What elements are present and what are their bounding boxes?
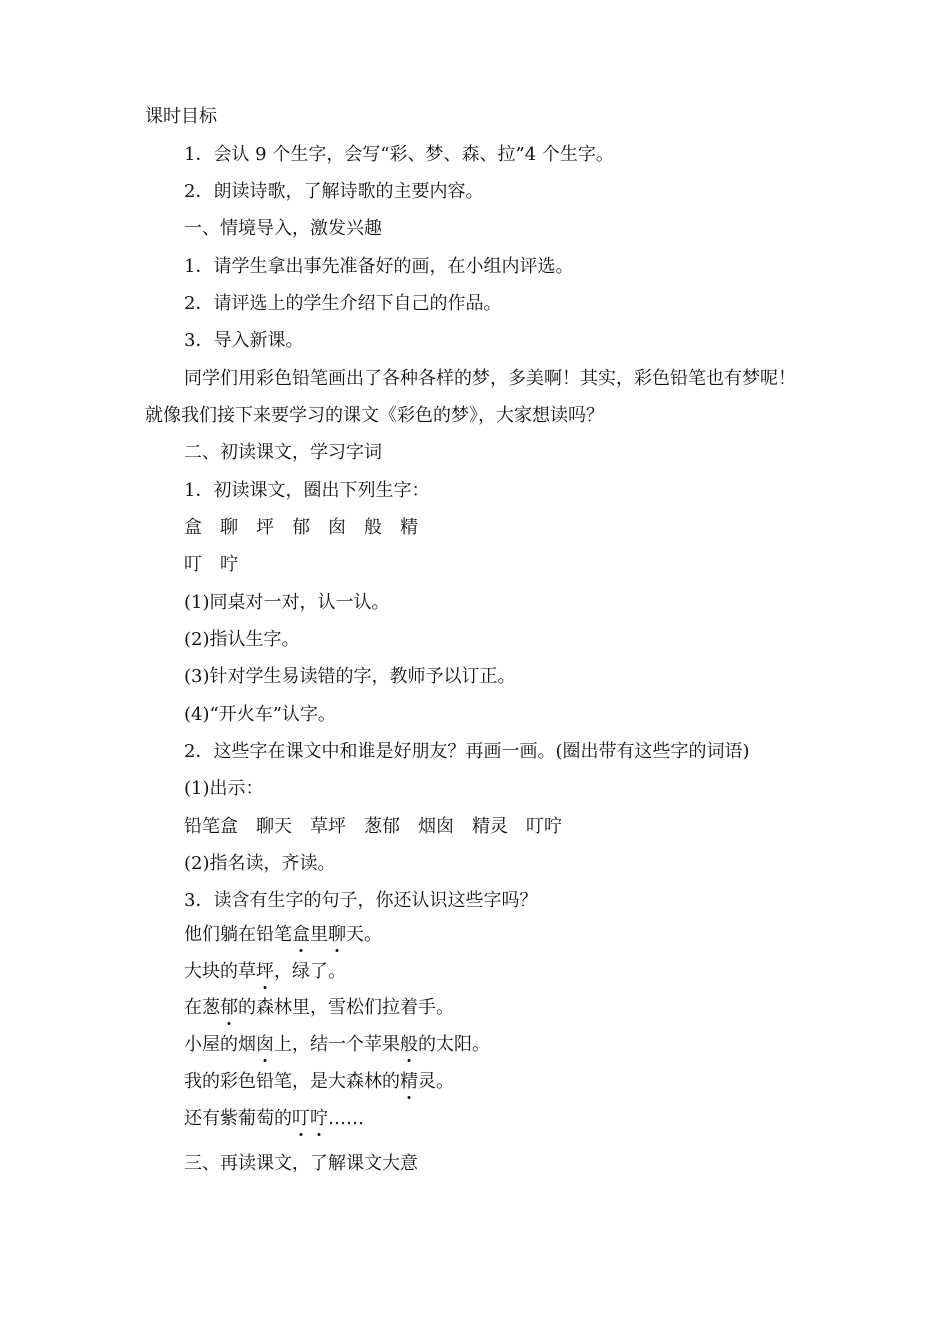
step-2-2: 2．这些字在课文中和谁是好朋友？再画一画。(圈出带有这些字的词语) <box>184 741 750 762</box>
step-1-3: 3．导入新课。 <box>184 330 304 351</box>
new-characters-row-1: 盒 聊 坪 郁 囱 般 精 <box>184 517 418 538</box>
intro-paragraph-line-1: 同学们用彩色铅笔画出了各种各样的梦，多美啊！其实，彩色铅笔也有梦呢！ <box>184 368 796 389</box>
sentence-2: 大块的草坪，绿了。 <box>184 961 346 982</box>
substep-2: (2)指认生字。 <box>184 629 300 650</box>
dotted-character: 囱 <box>256 1034 274 1055</box>
step-2-1: 1．初读课文，圈出下列生字： <box>184 480 430 501</box>
new-characters-row-2: 叮 咛 <box>184 554 238 575</box>
dotted-character: 聊 <box>328 924 346 945</box>
dotted-character: 般 <box>400 1034 418 1055</box>
section-title: 课时目标 <box>145 106 217 127</box>
goal-1: 1．会认 9 个生字，会写“彩、梦、森、拉”4 个生字。 <box>184 144 614 165</box>
dotted-character: 坪 <box>256 961 274 982</box>
sentence-6: 还有紫葡萄的叮咛…… <box>184 1108 364 1129</box>
dotted-character: 精 <box>400 1071 418 1092</box>
substep-3: (3)针对学生易读错的字，教师予以订正。 <box>184 666 516 687</box>
substep-1: (1)同桌对一对，认一认。 <box>184 592 390 613</box>
dotted-character: 盒 <box>292 924 310 945</box>
heading-3: 三、再读课文，了解课文大意 <box>184 1153 418 1174</box>
heading-1: 一、情境导入，激发兴趣 <box>184 218 382 239</box>
sentence-3: 在葱郁的森林里，雪松们拉着手。 <box>184 997 454 1018</box>
substep-read: (2)指名读，齐读。 <box>184 853 336 874</box>
sentence-5: 我的彩色铅笔，是大森林的精灵。 <box>184 1071 454 1092</box>
step-1-1: 1．请学生拿出事先准备好的画，在小组内评选。 <box>184 256 574 277</box>
dotted-character: 咛 <box>310 1108 328 1129</box>
substep-show: (1)出示： <box>184 778 264 799</box>
heading-2: 二、初读课文，学习字词 <box>184 442 382 463</box>
goal-2: 2．朗读诗歌，了解诗歌的主要内容。 <box>184 181 484 202</box>
step-2-3: 3．读含有生字的句子，你还认识这些字吗？ <box>184 890 538 911</box>
word-list: 铅笔盒 聊天 草坪 葱郁 烟囱 精灵 叮咛 <box>184 816 562 837</box>
step-1-2: 2．请评选上的学生介绍下自己的作品。 <box>184 293 502 314</box>
dotted-character: 郁 <box>220 997 238 1018</box>
sentence-1: 他们躺在铅笔盒里聊天。 <box>184 924 382 945</box>
dotted-character: 叮 <box>292 1108 310 1129</box>
sentence-4: 小屋的烟囱上，结一个苹果般的太阳。 <box>184 1034 490 1055</box>
substep-4: (4)“开火车”认字。 <box>184 704 336 725</box>
intro-paragraph-line-2: 就像我们接下来要学习的课文《彩色的梦》，大家想读吗？ <box>145 405 604 426</box>
